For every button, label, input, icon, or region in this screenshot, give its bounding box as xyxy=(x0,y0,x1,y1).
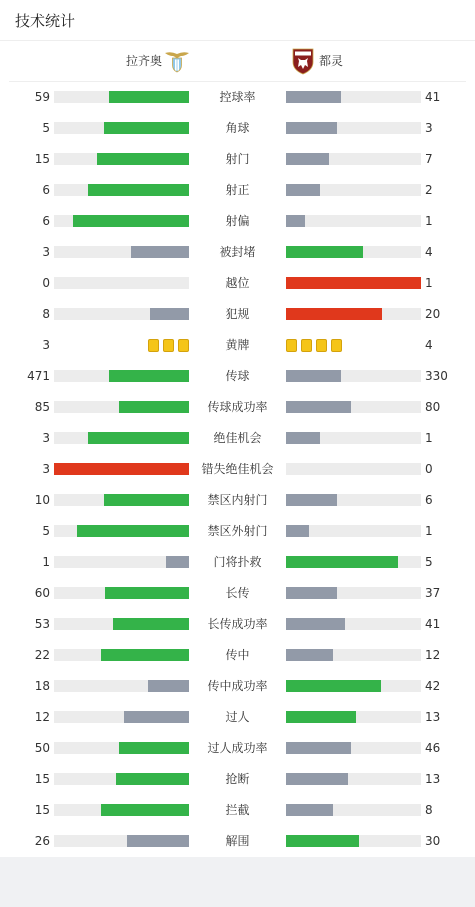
stat-row xyxy=(0,268,475,299)
stat-label: 犯规 xyxy=(225,307,250,321)
page-title: 技术统计 xyxy=(15,11,76,30)
home-stat-bar-fill xyxy=(88,184,189,196)
away-stat-bar-track xyxy=(286,618,421,630)
away-stat-bar-track xyxy=(286,153,421,165)
away-stat-bar-fill xyxy=(286,494,337,506)
stat-label: 被封堵 xyxy=(219,245,256,259)
away-stat-value: 2 xyxy=(425,183,433,197)
away-stat-bar-fill xyxy=(286,370,341,382)
away-stat-value: 3 xyxy=(425,121,433,135)
yellow-card-icon xyxy=(163,339,174,352)
home-stat-value: 53 xyxy=(34,617,50,631)
away-stat-value: 20 xyxy=(425,307,441,321)
stat-row xyxy=(0,671,475,702)
home-stat-bar-fill xyxy=(119,742,189,754)
stat-label: 传中 xyxy=(225,648,250,662)
stat-label: 门将扑救 xyxy=(213,555,262,569)
stat-row xyxy=(0,826,475,857)
away-stat-value: 1 xyxy=(425,431,433,445)
stat-row xyxy=(0,640,475,671)
home-stat-bar-track xyxy=(54,277,189,289)
away-stat-bar-track xyxy=(286,804,421,816)
home-stat-bar-fill xyxy=(101,649,189,661)
away-stat-bar-fill xyxy=(286,432,320,444)
home-stat-bar-track xyxy=(54,773,189,785)
home-stat-bar-fill xyxy=(104,122,189,134)
away-stat-bar-track xyxy=(286,370,421,382)
home-stat-bar-track xyxy=(54,556,189,568)
away-stat-bar-fill xyxy=(286,215,305,227)
away-stat-bar-track xyxy=(286,587,421,599)
away-stat-value: 42 xyxy=(425,679,441,693)
home-stat-bar-track xyxy=(54,91,189,103)
home-stat-value: 3 xyxy=(42,462,50,476)
section-header xyxy=(0,0,475,41)
home-stat-bar-fill xyxy=(119,401,189,413)
stat-row xyxy=(0,702,475,733)
stat-label: 禁区内射门 xyxy=(207,493,268,507)
home-stat-bar-fill xyxy=(101,804,189,816)
away-stat-bar-fill xyxy=(286,153,329,165)
home-stat-value: 471 xyxy=(27,369,50,383)
home-stat-bar-track xyxy=(54,215,189,227)
stat-label: 错失绝佳机会 xyxy=(201,462,274,476)
away-stat-bar-track xyxy=(286,773,421,785)
stats-list xyxy=(0,82,475,857)
stat-label: 射偏 xyxy=(225,214,250,228)
home-stat-bar-track xyxy=(54,649,189,661)
away-stat-bar-fill xyxy=(286,680,381,692)
away-stat-bar-track xyxy=(286,277,421,289)
home-stat-bar-fill xyxy=(113,618,189,630)
stat-row xyxy=(0,609,475,640)
yellow-card-icon xyxy=(286,339,297,352)
away-stat-value: 13 xyxy=(425,710,441,724)
home-stat-bar-fill xyxy=(77,525,189,537)
away-stat-bar-track xyxy=(286,432,421,444)
home-stat-bar-track xyxy=(54,618,189,630)
away-stat-bar-track xyxy=(286,649,421,661)
stat-label: 射正 xyxy=(225,183,250,197)
home-stat-bar-track xyxy=(54,680,189,692)
stat-row xyxy=(0,175,475,206)
home-stat-value: 15 xyxy=(34,772,50,786)
stat-row xyxy=(0,423,475,454)
home-stat-value: 3 xyxy=(42,431,50,445)
away-stat-value: 46 xyxy=(425,741,441,755)
stat-label: 长传成功率 xyxy=(207,617,268,631)
away-stat-value: 8 xyxy=(425,803,433,817)
torino-bull-crest-icon xyxy=(292,48,314,79)
stat-row xyxy=(0,392,475,423)
home-stat-value: 15 xyxy=(34,803,50,817)
away-stat-bar-fill xyxy=(286,773,348,785)
home-stat-bar-fill xyxy=(124,711,189,723)
away-stat-value: 30 xyxy=(425,834,441,848)
home-stat-value: 3 xyxy=(42,338,50,352)
home-stat-value: 59 xyxy=(34,90,50,104)
yellow-card-icon xyxy=(331,339,342,352)
away-stat-bar-fill xyxy=(286,649,333,661)
stat-row xyxy=(0,237,475,268)
home-stat-bar-fill xyxy=(88,432,189,444)
home-stat-value: 8 xyxy=(42,307,50,321)
stat-row xyxy=(0,113,475,144)
home-stat-bar-fill xyxy=(97,153,189,165)
home-stat-value: 6 xyxy=(42,183,50,197)
away-stat-bar-fill xyxy=(286,246,363,258)
away-stat-value: 7 xyxy=(425,152,433,166)
away-stat-value: 1 xyxy=(425,524,433,538)
away-stat-bar-track xyxy=(286,742,421,754)
away-stat-bar-fill xyxy=(286,184,320,196)
home-stat-value: 18 xyxy=(34,679,50,693)
home-stat-bar-track xyxy=(54,246,189,258)
home-stat-value: 1 xyxy=(42,555,50,569)
stat-row xyxy=(0,516,475,547)
stat-row xyxy=(0,206,475,237)
home-stat-bar-fill xyxy=(131,246,189,258)
away-stat-bar-track xyxy=(286,246,421,258)
stat-label: 拦截 xyxy=(225,803,250,817)
away-stat-value: 6 xyxy=(425,493,433,507)
home-team-name: 拉齐奥 xyxy=(125,54,162,68)
stat-row xyxy=(0,733,475,764)
away-stat-bar-fill xyxy=(286,277,421,289)
away-stat-bar-fill xyxy=(286,711,356,723)
yellow-card-icon xyxy=(148,339,159,352)
home-stat-bar-track xyxy=(54,587,189,599)
away-stat-bar-fill xyxy=(286,122,337,134)
home-stat-bar-fill xyxy=(54,463,189,475)
away-stat-value: 1 xyxy=(425,214,433,228)
away-stat-bar-track xyxy=(286,835,421,847)
home-stat-bar-fill xyxy=(166,556,189,568)
stat-label: 禁区外射门 xyxy=(207,524,268,538)
away-stat-bar-track xyxy=(286,680,421,692)
home-stat-bar-fill xyxy=(116,773,189,785)
away-stat-bar-fill xyxy=(286,91,341,103)
home-stat-bar-track xyxy=(54,432,189,444)
stat-label: 射门 xyxy=(225,152,250,166)
stat-row xyxy=(0,82,475,113)
yellow-card-icon xyxy=(316,339,327,352)
home-stat-bar-track xyxy=(54,370,189,382)
stat-row xyxy=(0,764,475,795)
stat-label: 控球率 xyxy=(219,90,256,104)
stat-row xyxy=(0,485,475,516)
home-stat-bar-track xyxy=(54,804,189,816)
away-stat-value: 4 xyxy=(425,338,433,352)
away-stat-bar-track xyxy=(286,122,421,134)
home-stat-bar-fill xyxy=(109,370,189,382)
home-stat-value: 6 xyxy=(42,214,50,228)
stat-label: 传球成功率 xyxy=(207,400,268,414)
stat-row xyxy=(0,361,475,392)
home-stat-bar-fill xyxy=(105,587,189,599)
home-stat-bar-track xyxy=(54,153,189,165)
home-stat-value: 3 xyxy=(42,245,50,259)
away-stat-bar-track xyxy=(286,525,421,537)
home-stat-value: 22 xyxy=(34,648,50,662)
yellow-card-icon xyxy=(178,339,189,352)
home-stat-bar-fill xyxy=(150,308,189,320)
away-stat-value: 80 xyxy=(425,400,441,414)
yellow-card-icon xyxy=(301,339,312,352)
lazio-eagle-crest-icon xyxy=(164,51,190,77)
home-yellow-cards xyxy=(148,339,189,352)
home-stat-value: 50 xyxy=(34,741,50,755)
home-stat-bar-fill xyxy=(104,494,189,506)
stat-label: 过人成功率 xyxy=(207,741,268,755)
away-stat-bar-fill xyxy=(286,618,345,630)
stat-label: 黄牌 xyxy=(225,338,250,352)
away-stat-value: 0 xyxy=(425,462,433,476)
away-stat-value: 330 xyxy=(425,369,448,383)
away-stat-bar-track xyxy=(286,215,421,227)
away-team-name: 都灵 xyxy=(319,54,344,68)
stat-row xyxy=(0,330,475,361)
away-stat-bar-track xyxy=(286,494,421,506)
away-stat-bar-track xyxy=(286,184,421,196)
stat-label: 绝佳机会 xyxy=(213,431,262,445)
away-stat-value: 41 xyxy=(425,617,441,631)
home-stat-value: 12 xyxy=(34,710,50,724)
away-stat-bar-fill xyxy=(286,835,359,847)
home-stat-bar-track xyxy=(54,525,189,537)
away-stat-bar-fill xyxy=(286,804,333,816)
home-stat-bar-fill xyxy=(73,215,189,227)
home-stat-bar-track xyxy=(54,835,189,847)
stat-row xyxy=(0,299,475,330)
stat-label: 传球 xyxy=(225,369,250,383)
stat-label: 角球 xyxy=(225,121,250,135)
home-stat-bar-fill xyxy=(148,680,189,692)
home-stat-bar-track xyxy=(54,401,189,413)
away-stat-bar-fill xyxy=(286,525,309,537)
home-stat-value: 15 xyxy=(34,152,50,166)
away-stat-bar-track xyxy=(286,308,421,320)
home-stat-bar-track xyxy=(54,742,189,754)
home-stat-value: 5 xyxy=(42,121,50,135)
away-stat-bar-track xyxy=(286,91,421,103)
stat-row xyxy=(0,795,475,826)
stat-row xyxy=(0,144,475,175)
away-stat-value: 13 xyxy=(425,772,441,786)
home-stat-bar-fill xyxy=(109,91,189,103)
teams-header xyxy=(9,41,466,82)
stat-row xyxy=(0,547,475,578)
away-stat-bar-track xyxy=(286,401,421,413)
away-stat-bar-track xyxy=(286,463,421,475)
home-stat-value: 85 xyxy=(34,400,50,414)
stat-label: 传中成功率 xyxy=(207,679,268,693)
away-stat-value: 12 xyxy=(425,648,441,662)
home-stat-value: 10 xyxy=(34,493,50,507)
home-stat-bar-track xyxy=(54,711,189,723)
home-stat-bar-track xyxy=(54,122,189,134)
stat-label: 长传 xyxy=(225,586,250,600)
stat-label: 解围 xyxy=(225,834,250,848)
away-stat-value: 5 xyxy=(425,555,433,569)
away-stat-bar-fill xyxy=(286,556,398,568)
home-stat-value: 26 xyxy=(34,834,50,848)
away-stat-bar-fill xyxy=(286,401,351,413)
home-stat-bar-fill xyxy=(127,835,189,847)
home-stat-value: 60 xyxy=(34,586,50,600)
home-stat-bar-track xyxy=(54,184,189,196)
stat-row xyxy=(0,578,475,609)
home-stat-bar-track xyxy=(54,308,189,320)
stat-label: 抢断 xyxy=(225,772,250,786)
home-stat-bar-track xyxy=(54,463,189,475)
away-stat-value: 37 xyxy=(425,586,441,600)
away-stat-value: 1 xyxy=(425,276,433,290)
stat-label: 过人 xyxy=(225,710,250,724)
away-stat-bar-track xyxy=(286,711,421,723)
away-stat-value: 4 xyxy=(425,245,433,259)
away-stat-value: 41 xyxy=(425,90,441,104)
home-stat-bar-track xyxy=(54,494,189,506)
home-stat-value: 0 xyxy=(42,276,50,290)
away-stat-bar-fill xyxy=(286,308,382,320)
home-stat-value: 5 xyxy=(42,524,50,538)
stat-label: 越位 xyxy=(225,276,250,290)
away-stat-bar-fill xyxy=(286,587,337,599)
away-stat-bar-fill xyxy=(286,742,351,754)
stat-row xyxy=(0,454,475,485)
away-stat-bar-track xyxy=(286,556,421,568)
away-yellow-cards xyxy=(286,339,342,352)
